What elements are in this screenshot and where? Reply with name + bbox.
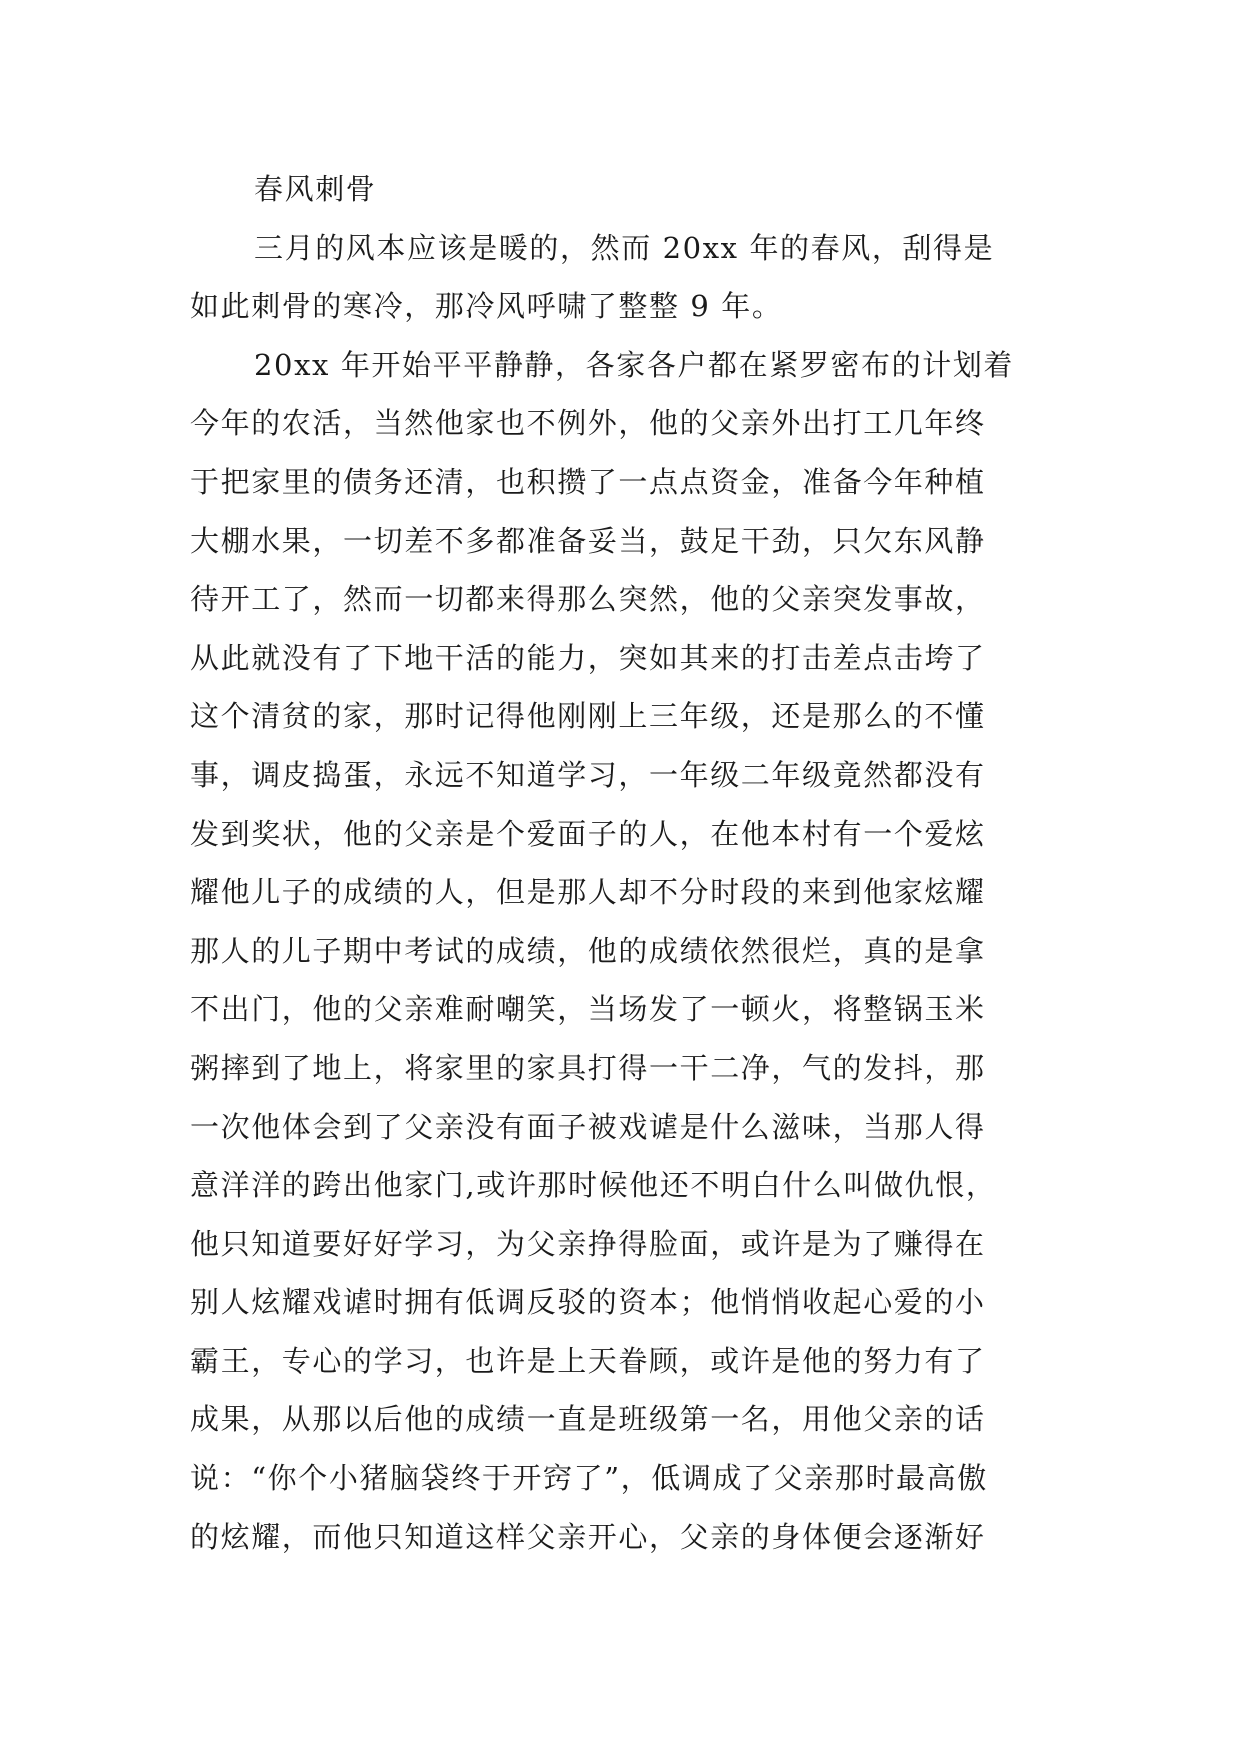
paragraph-line: 那人的儿子期中考试的成绩，他的成绩依然很烂，真的是拿 — [190, 933, 986, 968]
paragraph-line: 大棚水果，一切差不多都准备妥当，鼓足干劲，只欠东风静 — [190, 523, 986, 558]
paragraph-2 — [190, 336, 1050, 1566]
paragraph-line: 于把家里的债务还清，也积攒了一点点资金，准备今年种植 — [190, 464, 986, 499]
paragraph-line: 事，调皮捣蛋，永远不知道学习，一年级二年级竟然都没有 — [190, 757, 986, 792]
paragraph-line: 这个清贫的家，那时记得他刚刚上三年级，还是那么的不懂 — [190, 699, 986, 734]
paragraph-line: 三月的风本应该是暖的，然而 20xx 年的春风，刮得是 — [254, 230, 995, 265]
document-body — [190, 160, 1050, 1566]
paragraph-line: 成果，从那以后他的成绩一直是班级第一名，用他父亲的话 — [190, 1402, 986, 1437]
paragraph-line: 粥摔到了地上，将家里的家具打得一干二净，气的发抖，那 — [190, 1050, 986, 1085]
paragraph-1 — [190, 219, 1050, 336]
paragraph-line: 意洋洋的跨出他家门,或许那时候他还不明白什么叫做仇恨， — [190, 1168, 997, 1203]
paragraph-line: 耀他儿子的成绩的人，但是那人却不分时段的来到他家炫耀 — [190, 875, 986, 910]
paragraph-line: 20xx 年开始平平静静，各家各户都在紧罗密布的计划着 — [254, 347, 1015, 382]
paragraph-line: 今年的农活，当然他家也不例外，他的父亲外出打工几年终 — [190, 406, 986, 441]
paragraph-line: 从此就没有了下地干活的能力，突如其来的打击差点击垮了 — [190, 640, 986, 675]
document-title: 春风刺骨 — [254, 172, 377, 206]
paragraph-line: 不出门，他的父亲难耐嘲笑，当场发了一顿火，将整锅玉米 — [190, 992, 986, 1027]
paragraph-line: 说：“你个小猪脑袋终于开窍了”，低调成了父亲那时最高傲 — [190, 1461, 988, 1496]
paragraph-line: 一次他体会到了父亲没有面子被戏谑是什么滋味，当那人得 — [190, 1109, 986, 1144]
paragraph-line: 他只知道要好好学习，为父亲挣得脸面，或许是为了赚得在 — [190, 1226, 986, 1261]
paragraph-line: 发到奖状，他的父亲是个爱面子的人，在他本村有一个爱炫 — [190, 816, 986, 851]
paragraph-line: 如此刺骨的寒冷，那冷风呼啸了整整 9 年。 — [190, 289, 783, 324]
paragraph-line: 别人炫耀戏谑时拥有低调反驳的资本；他悄悄收起心爱的小 — [190, 1285, 986, 1320]
paragraph-line: 待开工了，然而一切都来得那么突然，他的父亲突发事故， — [190, 582, 986, 617]
paragraph-line: 霸王，专心的学习，也许是上天眷顾，或许是他的努力有了 — [190, 1343, 986, 1378]
paragraph-line: 的炫耀，而他只知道这样父亲开心，父亲的身体便会逐渐好 — [190, 1519, 986, 1554]
